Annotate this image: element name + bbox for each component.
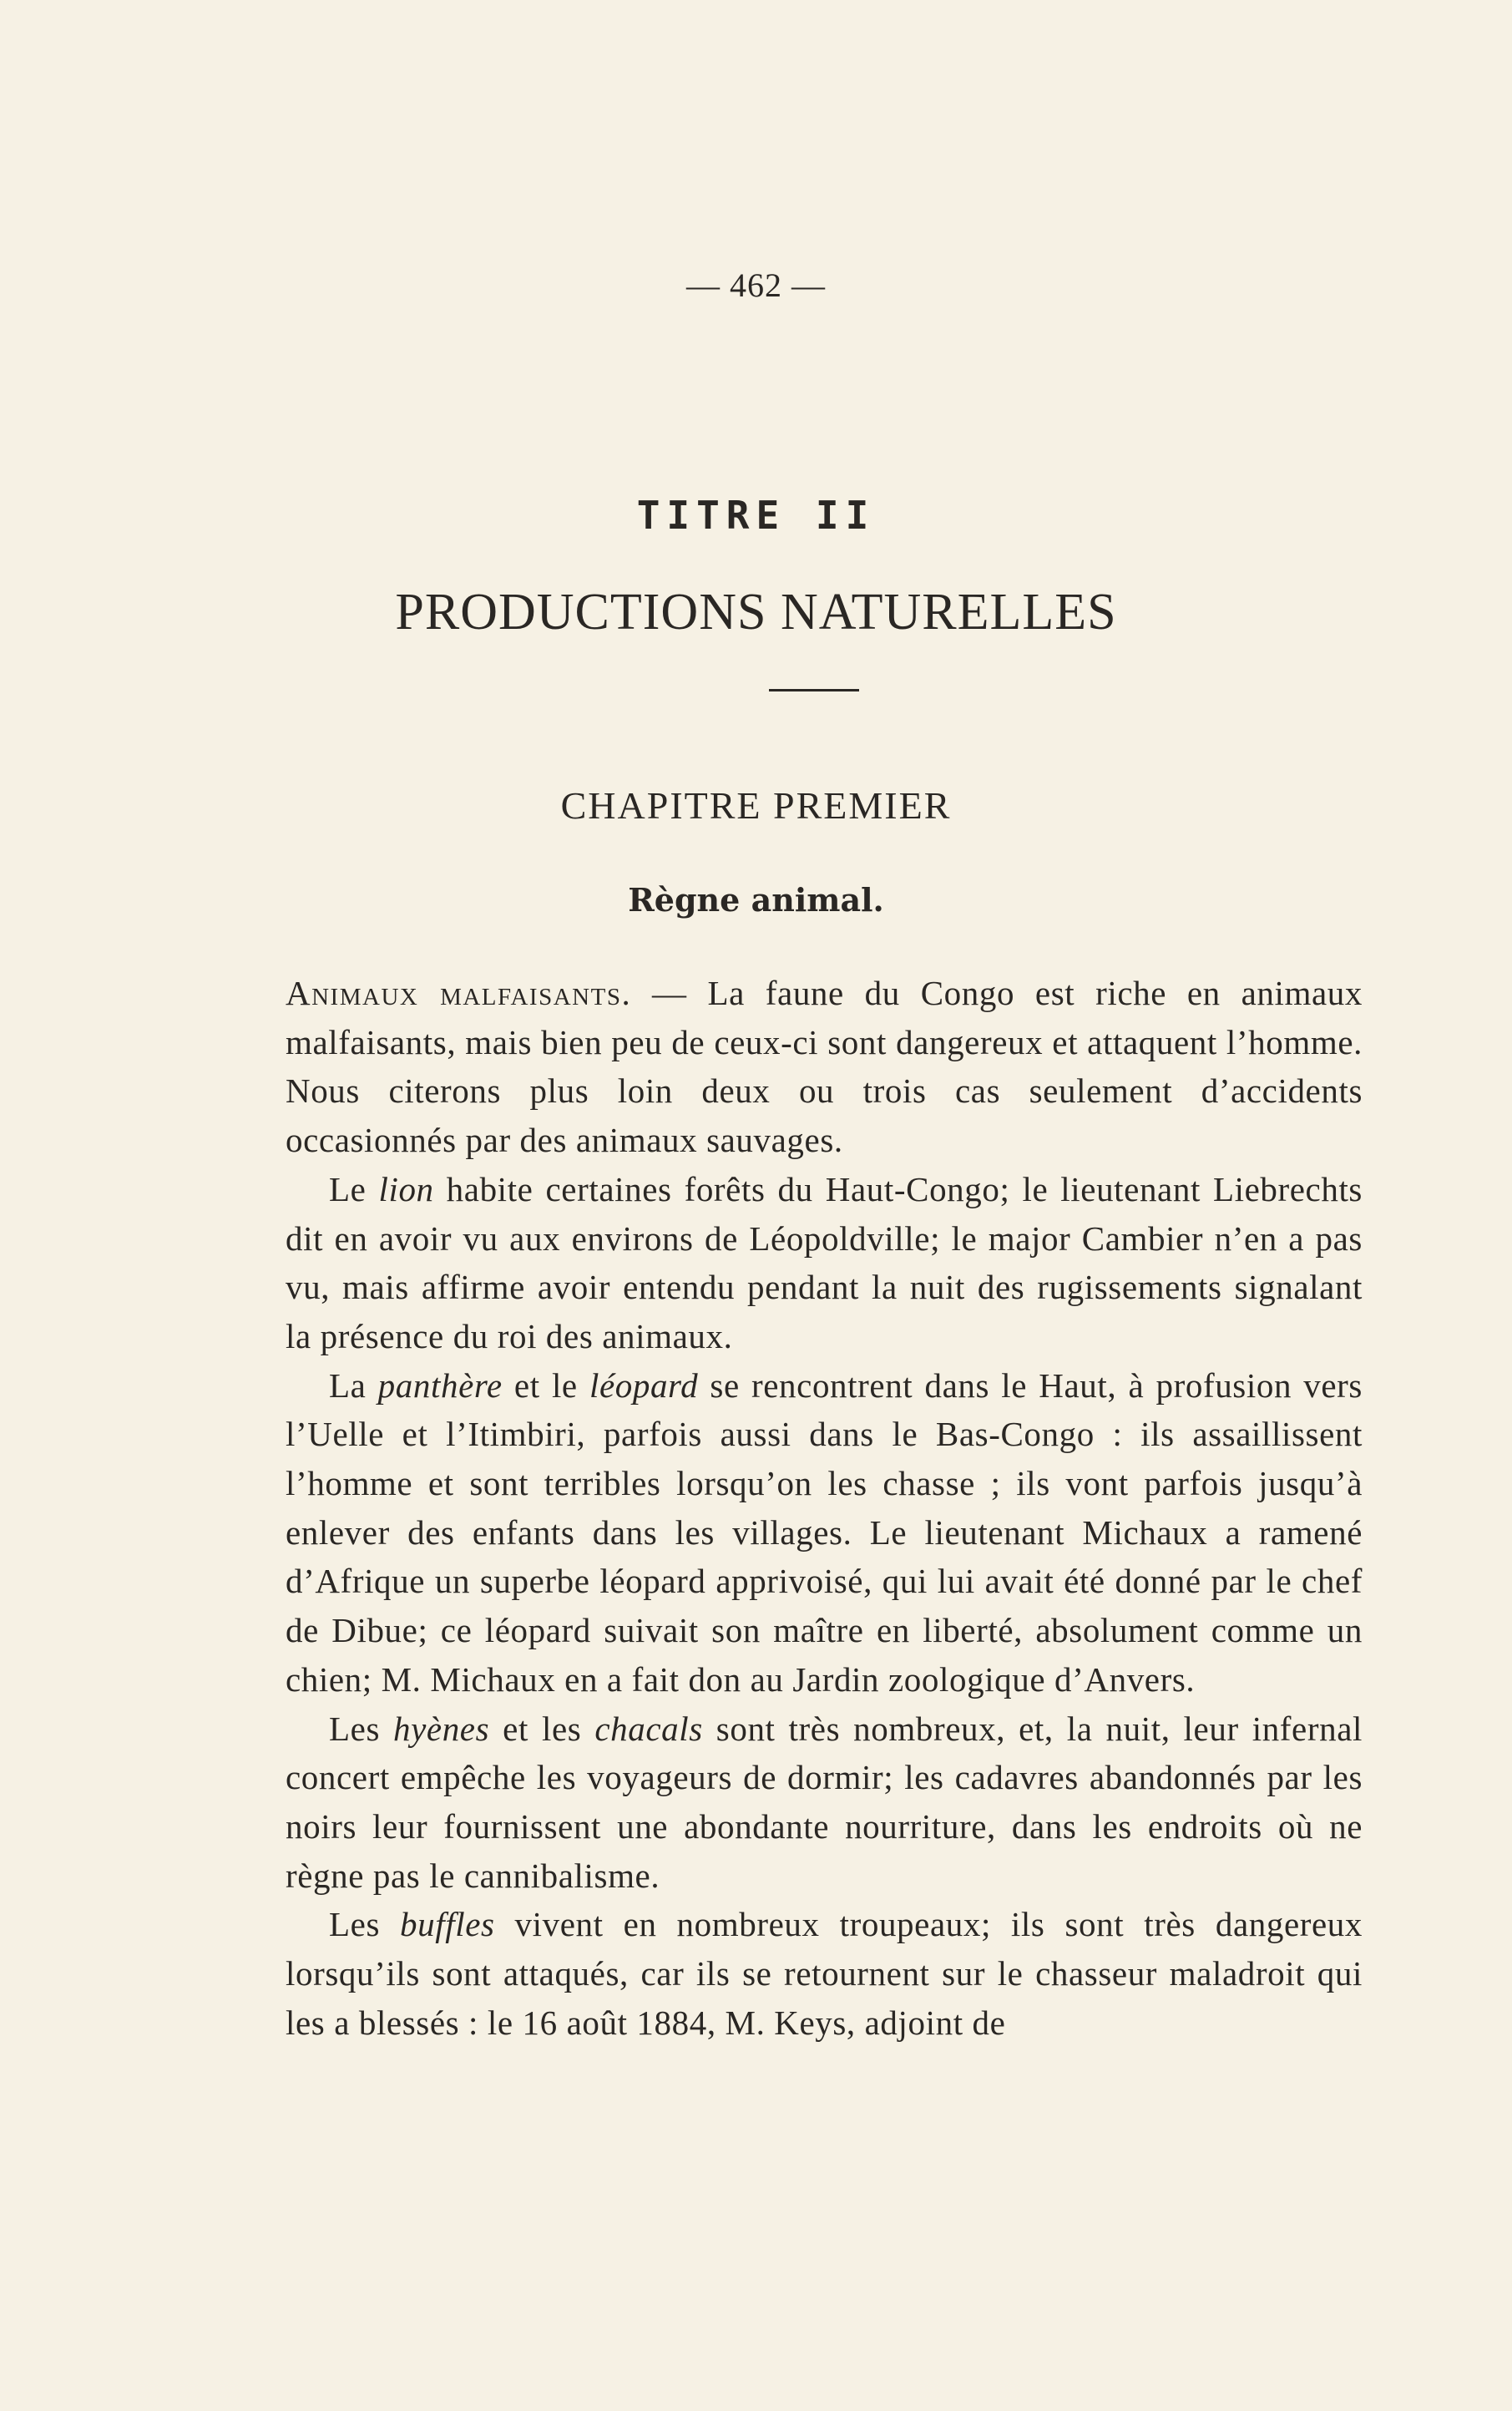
text-run: et les xyxy=(489,1709,595,1748)
text-run: Le xyxy=(329,1169,379,1208)
text-run: sont très nombreux, et, la nuit, leur infernal concert empêche les voyageurs de dormir; les cadavres abandonnés par les noirs leur fournissent une abondante nourriture, dans les endroits où ne règne pas le cannibalisme. xyxy=(286,1709,1363,1895)
term-buffles: buffles xyxy=(400,1905,495,1944)
page-number: — 462 — xyxy=(686,266,826,304)
text-run: Les xyxy=(329,1709,394,1748)
paragraph-lead: Animaux malfaisants. xyxy=(286,974,632,1012)
part-title: TITRE II xyxy=(636,493,876,538)
term-hyenes: hyènes xyxy=(393,1709,490,1748)
term-chacals: chacals xyxy=(594,1709,703,1748)
paragraph-animaux-malfaisants xyxy=(286,969,1363,1165)
term-leopard: léopard xyxy=(589,1365,699,1405)
text-run: habite certaines forêts du Haut-Congo; le lieutenant Liebrechts dit en avoir vu aux environs de Léopoldville; le major Cambier n’en a pas vu, mais affirme avoir entendu pendant la nuit des rugissements signalant la présence du roi des animaux. xyxy=(286,1169,1363,1355)
title-divider xyxy=(769,689,859,691)
text-run: et le xyxy=(502,1365,589,1405)
paragraph-text: — La faune du Congo est riche en animaux malfaisants, mais bien peu de ceux-ci sont dangereux et attaquent l’homme. Nous citerons plus loin deux ou trois cas seulement d’accidents occasionnés par des animaux sauvages. xyxy=(286,974,1363,1160)
text-run: se rencontrent dans le Haut, à profusion vers l’Uelle et l’Itimbiri, parfois aussi dans le Bas-Congo : ils assaillissent l’homme et sont terribles lorsqu’on les chasse ; ils vont parfois jusqu’à enlever des enfants dans les villages. Le lieutenant Michaux a ramené d’Afrique un superbe léopard apprivoisé, qui lui avait été donné par le chef de Dibue; ce léopard suivait son maître en liberté, absolument comme un chien; M. Michaux en a fait don au Jardin zoologique d’Anvers. xyxy=(286,1365,1363,1699)
paragraph-panthere xyxy=(286,1361,1363,1704)
section-title: Règne animal. xyxy=(628,881,884,919)
paragraph-lion xyxy=(286,1165,1363,1361)
paragraph-buffles xyxy=(286,1900,1363,2047)
term-panthere: panthère xyxy=(377,1365,503,1405)
term-lion: lion xyxy=(378,1169,434,1208)
main-title: PRODUCTIONS NATURELLES xyxy=(395,584,1117,641)
text-run: Les xyxy=(329,1905,401,1944)
text-run: vivent en nombreux troupeaux; ils sont très dangereux lorsqu’ils sont attaqués, car ils se retournent sur le chasseur maladroit qui les a blessés : le 16 août 1884, M. Keys, adjoint de xyxy=(286,1905,1363,2042)
paragraph-hyenes xyxy=(286,1704,1363,1901)
text-run: La xyxy=(329,1365,378,1405)
body-text xyxy=(286,969,1363,2047)
chapter-title: CHAPITRE PREMIER xyxy=(560,784,952,827)
